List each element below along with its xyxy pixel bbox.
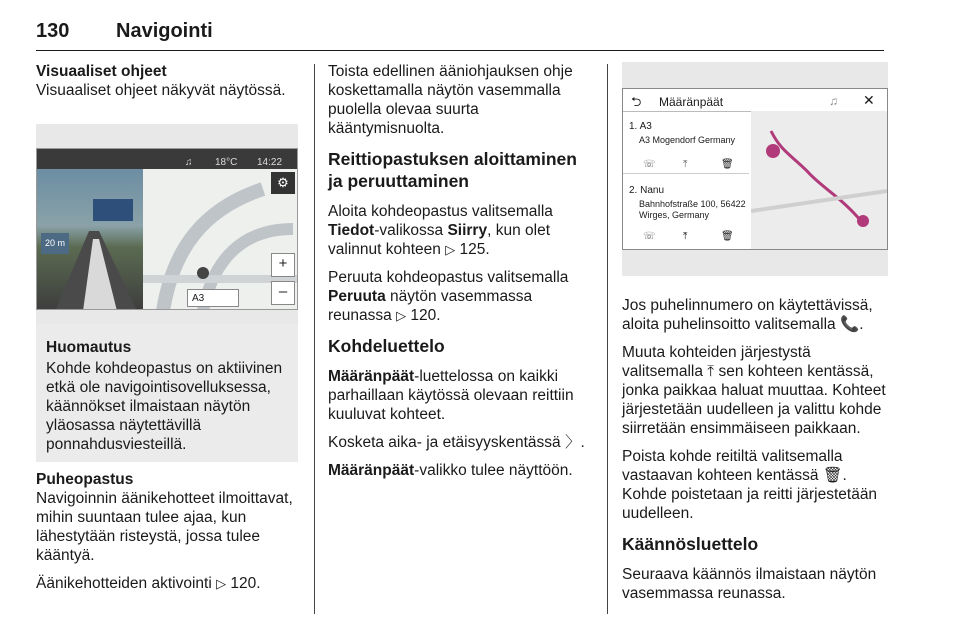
trash-icon[interactable]: 🗑 [721,231,734,242]
visual-text: Visuaaliset ohjeet näkyvät näytössä. [36,82,286,99]
route-graphic [751,111,887,249]
repeat-text: Toista edellinen ääniohjauksen ohje koskettamalla näytön vasemmalla puolella olevaa suurta kääntymisnuolta. [328,63,573,137]
route-map[interactable] [751,111,887,249]
settings-gear-icon[interactable]: ⚙ [271,172,295,194]
move-to-top-icon[interactable]: ⤒ [683,231,688,242]
chevron-right-icon: 〉. [564,434,585,451]
divider [623,173,749,174]
dest-text-2: Kosketa aika- ja etäisyyskentässä 〉. [328,434,585,451]
voice-text: Navigoinnin äänikehotteet ilmoittavat, mihin suuntaan tulee ajaa, kun lähestytään risteystä, jossa tulee kääntyä. [36,490,293,564]
visual-heading: Visuaaliset ohjeet [36,63,167,80]
dest-text-1: Määränpäät-luettelossa on kaikki parhaillaan käytössä olevaan reittiin kuuluvat kohteet. [328,368,574,423]
start-text: Aloita kohdeopastus valitsemalla Tiedot-valikossa Siirry, kun olet valinnut kohteen ▷ 125. [328,203,553,258]
status-bar [37,149,297,169]
delete-text: Poista kohde reitiltä valitsemalla vastaavan kohteen kentässä 🗑. Kohde poistetaan ja reitti järjestetään uudelleen. [622,448,878,522]
turn-heading: Käännösluettelo [622,534,759,554]
chapter-title: Navigointi [116,20,213,42]
zoom-out-button[interactable]: – [271,281,295,305]
destinations-screenshot [622,62,888,276]
column-2 [328,62,594,489]
column-1 [36,62,298,602]
phone-icon[interactable]: ☏ [643,231,656,242]
road-name-box [187,289,239,307]
nav-screen [36,148,298,310]
zoom-in-button[interactable]: + [271,253,295,277]
page-ref-icon: ▷ [445,242,456,257]
destination-list [623,111,749,249]
voice-heading: Puheopastus [36,471,134,488]
title-bar [623,89,887,112]
note-text: Kohde kohdeopastus on aktiivinen etkä ole navigointisovelluksessa, käännökset ilmaistaan näytön yläosassa näytettävillä ponnahdusviesteillä. [46,360,283,453]
move-to-top-icon: ⤒ [707,363,715,380]
page-header [36,6,884,51]
cancel-text: Peruuta kohdeopastus valitsemalla Peruuta näytön vasemmassa reunassa ▷ 120. [328,269,569,324]
page-ref-icon: ▷ [216,576,227,591]
phone-icon: 📞. [840,316,864,333]
turn-text: Seuraava käännös ilmaistaan näytön vasemmassa reunassa. [622,566,877,602]
column-divider [314,64,315,614]
item2-sub2: Wirges, Germany [639,210,710,220]
page-ref-icon: ▷ [396,308,407,323]
trash-icon: 🗑. [822,467,847,484]
phone-text: Jos puhelinnumero on käytettävissä, aloita puhelinsoitto valitsemalla 📞. [622,297,873,333]
item2-sub1: Bahnhofstraße 100, 56422 [639,199,746,209]
destinations-screen [622,88,888,250]
note-box [36,324,298,462]
close-icon[interactable]: ✕ [863,92,875,108]
item1-sub: A3 Mogendorf Germany [639,135,736,145]
reorder-text: Muuta kohteiden järjestystä valitsemalla ⤒ sen kohteen kentässä, jonka paikkaa haluat muuttaa. Kohteet järjestetään uudelleen ja valittu kohde siirretään ensimmäiseen paikkaan. [622,344,886,437]
page-number: 130 [36,20,70,42]
trash-icon[interactable]: 🗑 [721,159,734,170]
item2-title[interactable]: 2. Nanu [629,185,665,196]
move-to-top-icon[interactable]: ⤒ [683,159,688,170]
column-3 [622,62,888,612]
navigation-screenshot [36,124,298,324]
phone-icon[interactable]: ☏ [643,159,656,170]
start-heading: Reittiopastuksen aloittaminen ja peruuttaminen [328,149,577,191]
music-icon: ♫ [185,157,193,168]
voice-activate-line: Äänikehotteiden aktivointi ▷ 120. [36,575,261,592]
column-divider [607,64,608,614]
dest-heading: Kohdeluettelo [328,336,445,356]
back-icon[interactable]: ⮌ [631,94,642,109]
distance-label: 20 m [41,233,69,254]
dest-text-3: Määränpäät-valikko tulee näyttöön. [328,462,573,479]
screen-title: Määränpäät [659,95,724,109]
music-icon[interactable]: ♫ [829,94,838,108]
note-heading: Huomautus [46,339,132,356]
turn-arrow-view[interactable] [37,169,143,310]
road-name: A3 [192,293,205,304]
temperature: 18°C [215,157,238,168]
item1-title[interactable]: 1. A3 [629,121,652,132]
clock: 14:22 [257,157,283,168]
